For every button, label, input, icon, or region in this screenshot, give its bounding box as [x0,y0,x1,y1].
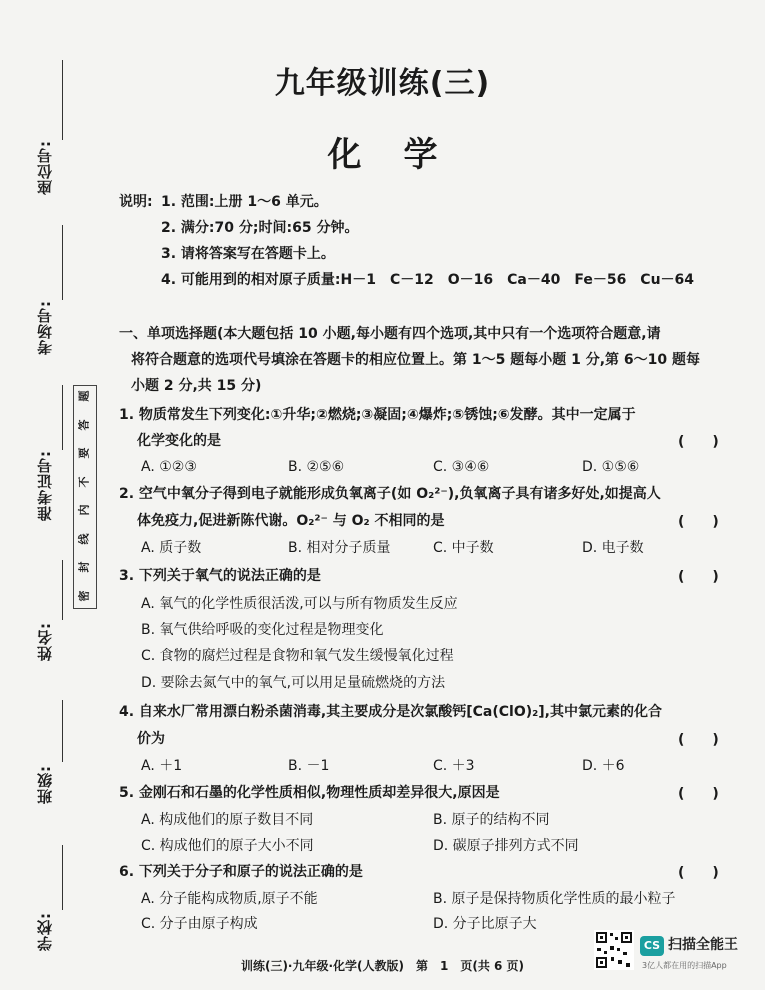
note-item: 1. 范围:上册 1～6 单元。 [161,194,328,210]
option-d: D. 要除去氮气中的氧气,可以用足量硫燃烧的方法 [141,675,446,691]
seal-char: 不 [78,476,91,488]
option-d: D. ＋6 [582,758,625,774]
option-a: A. 氧气的化学性质很活泼,可以与所有物质发生反应 [141,596,458,612]
option-b: B. 原子的结构不同 [433,812,550,828]
page-footer: 训练(三)·九年级·化学(人教版) 第 1 页(共 6 页) [240,959,525,973]
question-3-stem: 3. 下列关于氧气的说法正确的是 [119,568,321,584]
seal-line-text [76,388,92,604]
name-line[interactable] [62,560,63,620]
question-2-stem: 2. 空气中氧分子得到电子就能形成负氧离子(如 O₂²⁻),负氧离子具有诸多好处,如提高人 [119,486,661,502]
option-a: A. ＋1 [141,758,183,774]
question-4-stem: 4. 自来水厂常用漂白粉杀菌消毒,其主要成分是次氯酸钙[Ca(ClO)₂],其中氯元素的化合 [119,704,662,720]
option-b: B. 相对分子质量 [288,540,391,556]
exam-room-label: 考场号: [36,300,54,355]
exam-title: 九年级训练(三) [274,66,491,101]
seal-char: 线 [78,533,91,545]
scanner-app-name: 扫描全能王 [668,937,738,953]
exam-room-line[interactable] [62,225,63,300]
note-item: 3. 请将答案写在答题卡上。 [161,246,335,262]
ticket-label: 准考证号: [36,450,54,521]
note-item: 2. 满分:70 分;时间:65 分钟。 [161,220,359,236]
answer-paren: ( ) [678,514,719,530]
option-a: A. 分子能构成物质,原子不能 [141,891,318,907]
seal-char: 答 [78,419,91,431]
option-b: B. －1 [288,758,330,774]
section-heading: 一、单项选择题(本大题包括 10 小题,每小题有四个选项,其中只有一个选项符合题意,请 [119,326,661,342]
option-a: A. 质子数 [141,540,202,556]
option-c: C. 中子数 [433,540,494,556]
question-2-stem: 体免疫力,促进新陈代谢。O₂²⁻ 与 O₂ 不相同的是 [137,513,445,529]
notes-label: 说明: [119,194,153,210]
qr-code-icon [594,930,634,970]
option-c: C. 分子由原子构成 [141,916,258,932]
seal-char: 封 [78,561,91,573]
class-label: 班级: [36,765,54,804]
ticket-line[interactable] [62,385,63,450]
school-line[interactable] [62,845,63,910]
answer-paren: ( ) [678,569,719,585]
section-heading: 将符合题意的选项代号填涂在答题卡的相应位置上。第 1～5 题每小题 1 分,第 6～10 题每 [131,352,701,368]
option-d: D. 碳原子排列方式不同 [433,838,579,854]
question-1-stem: 化学变化的是 [137,433,221,449]
question-6-stem: 6. 下列关于分子和原子的说法正确的是 [119,864,363,880]
seal-char: 内 [78,504,91,516]
name-label: 姓名: [36,622,54,661]
option-a: A. ①②③ [141,459,197,475]
class-line[interactable] [62,700,63,762]
question-1-stem: 1. 物质常发生下列变化:①升华;②燃烧;③凝固;④爆炸;⑤锈蚀;⑥发酵。其中一定属于 [119,407,636,423]
option-c: C. ③④⑥ [433,459,490,475]
school-label: 学校: [36,912,54,951]
option-c: C. 食物的腐烂过程是食物和氧气发生缓慢氧化过程 [141,648,454,664]
seal-char: 要 [78,447,91,459]
option-c: C. 构成他们的原子大小不同 [141,838,314,854]
option-a: A. 构成他们的原子数目不同 [141,812,314,828]
subject-title: 化学 [327,135,480,175]
seal-char: 密 [78,590,91,602]
answer-paren: ( ) [678,732,719,748]
option-d: D. 电子数 [582,540,644,556]
option-d: D. 分子比原子大 [433,916,537,932]
question-5-stem: 5. 金刚石和石墨的化学性质相似,物理性质却差异很大,原因是 [119,785,500,801]
answer-paren: ( ) [678,786,719,802]
section-heading: 小题 2 分,共 15 分) [131,378,262,394]
question-4-stem: 价为 [137,731,165,747]
option-d: D. ①⑤⑥ [582,459,640,475]
option-b: B. ②⑤⑥ [288,459,345,475]
seat-label: 座位号: [36,140,54,195]
option-c: C. ＋3 [433,758,475,774]
option-b: B. 氧气供给呼吸的变化过程是物理变化 [141,622,384,638]
option-b: B. 原子是保持物质化学性质的最小粒子 [433,891,676,907]
cs-logo-icon: CS [640,936,664,956]
answer-paren: ( ) [678,865,719,881]
seal-char: 题 [78,390,91,402]
scanner-tagline: 3亿人都在用的扫描App [642,961,727,970]
answer-paren: ( ) [678,434,719,450]
note-item: 4. 可能用到的相对原子质量:H－1 C－12 O－16 Ca－40 Fe－56 Cu－64 [161,272,695,288]
